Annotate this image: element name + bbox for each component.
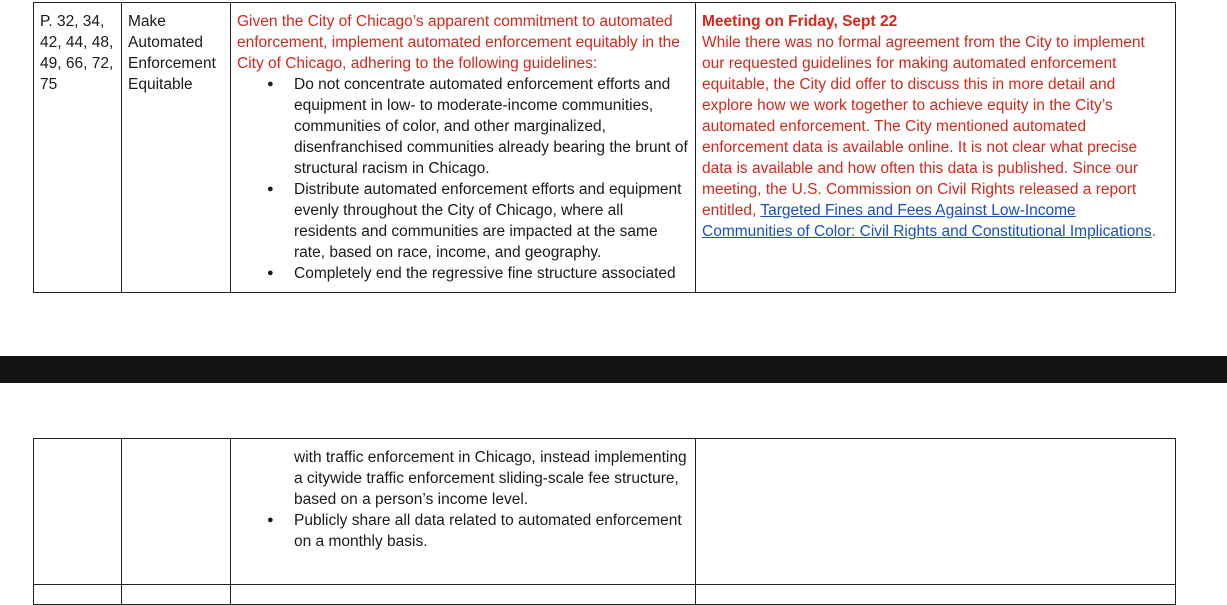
- recommendation-title: Make Automated Enforcement Equitable: [128, 13, 216, 93]
- link-period: .: [1151, 223, 1156, 240]
- page-reference-cell: [34, 3, 122, 293]
- guideline-continuation: with traffic enforcement in Chicago, instead implementing a citywide traffic enforcement sliding-scale fee structure, based on a person’s income level.: [294, 449, 687, 508]
- meeting-notes-cell: [696, 439, 1176, 585]
- document-page-bottom: [0, 383, 1227, 588]
- meeting-heading: Meeting on Friday, Sept 22: [702, 13, 898, 30]
- recommendation-title-cell: [122, 3, 231, 293]
- list-item: ● Do not concentrate automated enforcement efforts and equipment in low- to moderate-income communities, communities of color, and other marginalized, disenfranchised communities already bearing the brunt of structural racism in Chicago.: [237, 74, 689, 179]
- list-item: ● Publicly share all data related to automated enforcement on a monthly basis.: [237, 510, 689, 552]
- recommendations-table-bottom: [33, 438, 1176, 605]
- recommendation-detail-cell: [231, 439, 696, 585]
- list-item: ● Completely end the regressive fine structure associated: [237, 263, 689, 284]
- page-reference-cell: [34, 439, 122, 585]
- recommendations-table-top: [33, 2, 1176, 293]
- meeting-notes: [702, 32, 1169, 242]
- table-row: [34, 439, 1176, 585]
- recommendation-title-cell: [122, 439, 231, 585]
- report-link[interactable]: Targeted Fines and Fees Against Low-Income Communities of Color: Civil Rights and Constitutional Implications: [702, 202, 1152, 240]
- page-break-divider: [0, 356, 1227, 383]
- page-reference: P. 32, 34, 42, 44, 48, 49, 66, 72, 75: [40, 13, 114, 93]
- guideline-list: [237, 74, 689, 284]
- guideline-list: [237, 510, 689, 552]
- meeting-notes-cell: [696, 3, 1176, 293]
- recommendation-detail-cell: [231, 3, 696, 293]
- recommendation-intro: Given the City of Chicago’s apparent commitment to automated enforcement, implement automated enforcement equitably in the City of Chicago, adhering to the following guidelines:: [237, 13, 680, 72]
- table-row: [34, 3, 1176, 293]
- meeting-text: While there was no formal agreement from the City to implement our requested guidelines for making automated enforcement equitable, the City did offer to discuss this in more detail and explore how we work together to achieve equity in the City’s automated enforcement. The City mentioned automated enforcement data is available online. It is not clear what precise data is available and how often this data is published. Since our meeting, the U.S. Commission on Civil Rights released a report entitled,: [702, 34, 1145, 219]
- list-item: ● Distribute automated enforcement efforts and equipment evenly throughout the City of Chicago, where all residents and communities are impacted at the same rate, based on race, income, and geography.: [237, 179, 689, 263]
